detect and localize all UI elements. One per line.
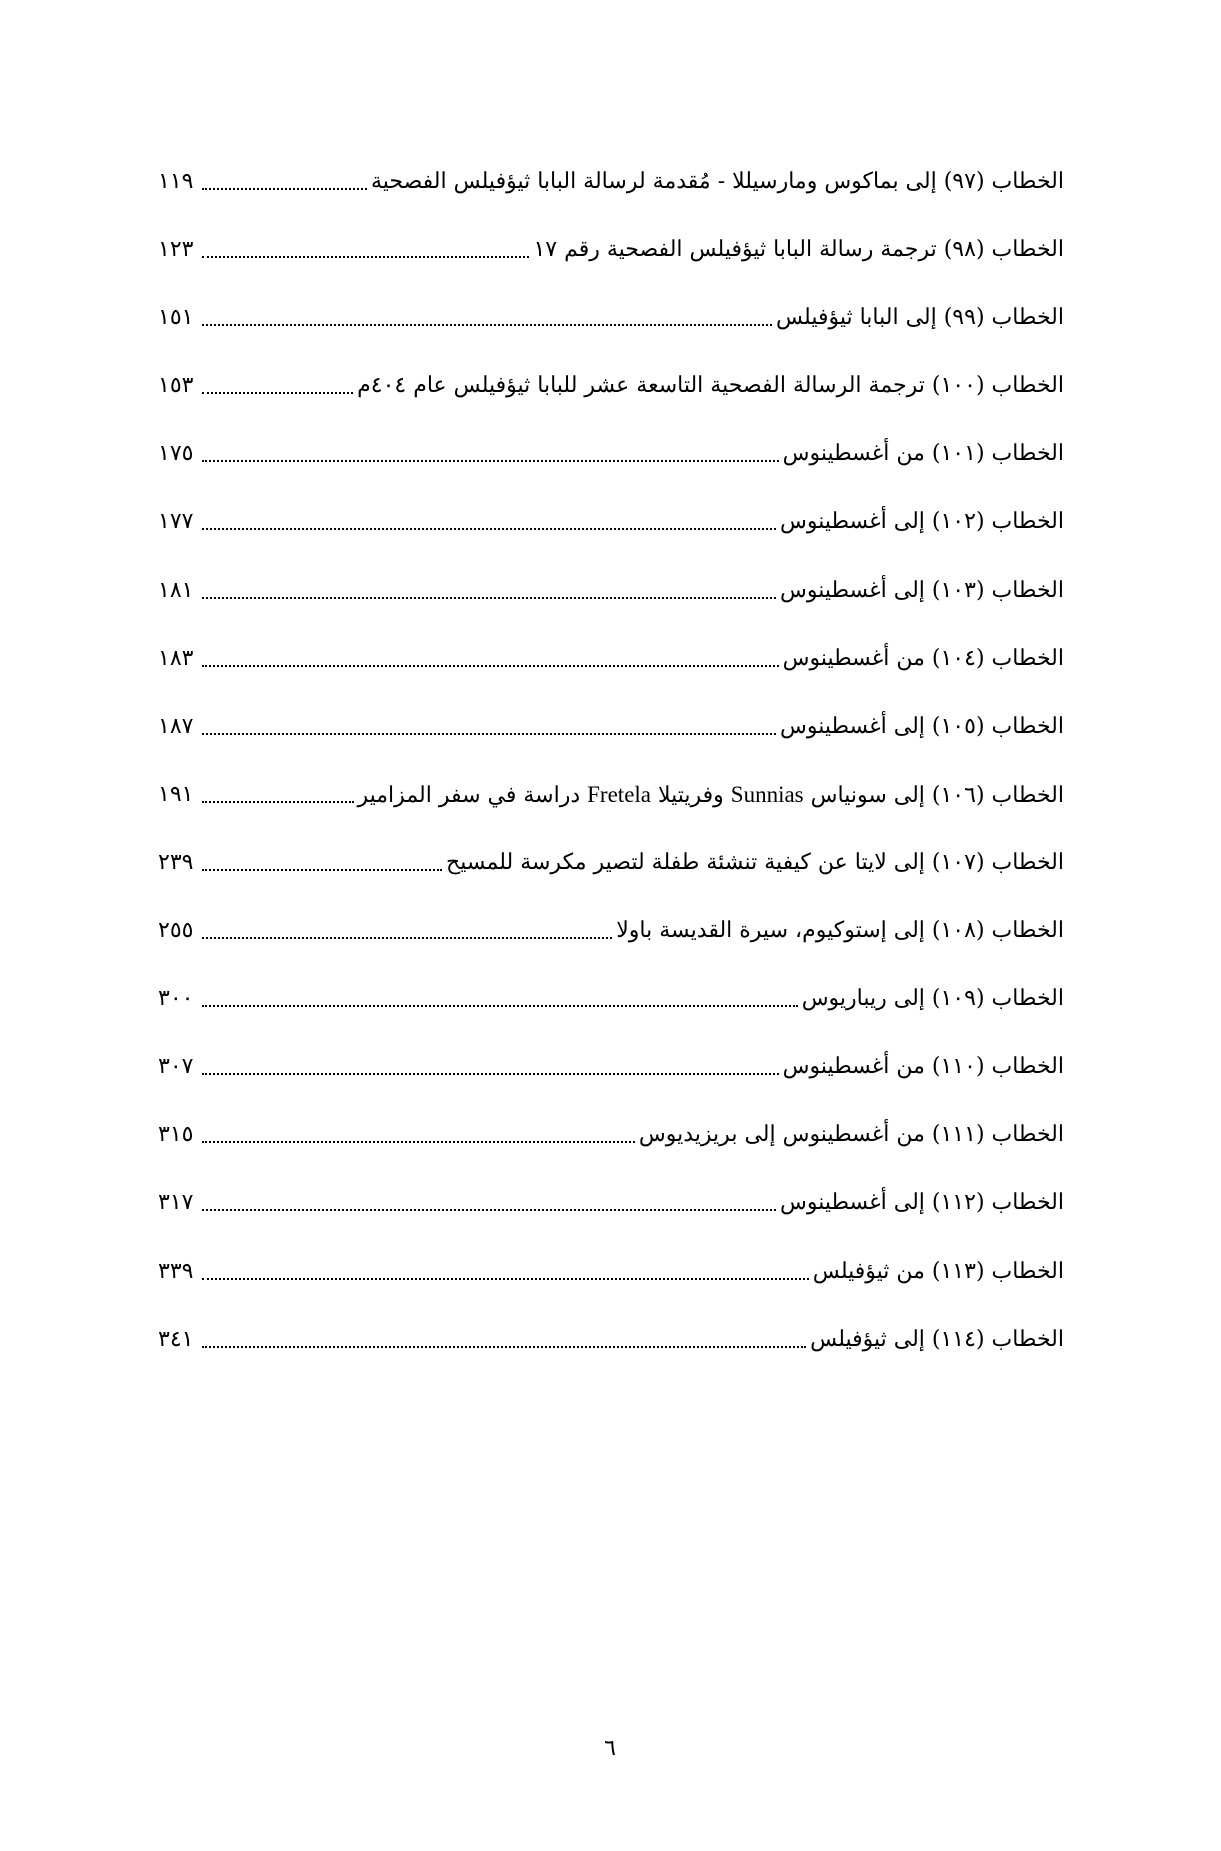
toc-entry-page: ٣١٥ xyxy=(158,1122,194,1148)
dot-leader xyxy=(202,1050,779,1084)
dot-leader xyxy=(202,846,442,880)
toc-entry-title: الخطاب (٩٧) إلى بماكوس ومارسيللا - مُقدمة لرسالة البابا ثيؤفيلس الفصحية xyxy=(370,169,1064,194)
toc-entry-114 xyxy=(158,1323,1064,1391)
toc-entry-108 xyxy=(158,914,1064,982)
dot-leader xyxy=(202,165,367,199)
toc-entry-page: ٣٠٠ xyxy=(158,986,194,1012)
toc-entry-title-part: دراسة في سفر المزامير xyxy=(357,782,588,808)
toc-entry-page: ١٧٧ xyxy=(158,509,194,535)
dot-leader xyxy=(202,1186,776,1220)
toc-entry-title-part: وفريتيلا xyxy=(651,782,731,808)
dot-leader xyxy=(202,1255,809,1289)
toc-entry-110 xyxy=(158,1050,1064,1118)
toc-entry-page: ١٧٥ xyxy=(158,441,194,467)
toc-entry-page: ٢٥٥ xyxy=(158,918,194,944)
toc-entry-page: ١٨٧ xyxy=(158,713,194,739)
toc-entry-107 xyxy=(158,846,1064,914)
toc-entry-title: الخطاب (١٠٩) إلى ريباريوس xyxy=(801,986,1064,1012)
toc-entry-112 xyxy=(158,1186,1064,1254)
toc-entry-title: الخطاب (١٠٣) إلى أغسطينوس xyxy=(779,577,1064,603)
dot-leader xyxy=(202,710,776,744)
toc-entry-title: الخطاب (١٠٨) إلى إستوكيوم، سيرة القديسة باولا xyxy=(616,918,1064,944)
toc-entry-page: ٣٠٧ xyxy=(158,1054,194,1080)
toc-entry-title: الخطاب (١١٤) إلى ثيؤفيلس xyxy=(810,1326,1064,1352)
page-number: ٦ xyxy=(604,1736,616,1761)
dot-leader xyxy=(202,1118,635,1152)
toc-entry-title: الخطاب (١٠٢) إلى أغسطينوس xyxy=(779,509,1064,535)
dot-leader xyxy=(202,778,354,812)
dot-leader xyxy=(202,437,779,471)
toc-entry-page: ٣٣٩ xyxy=(158,1258,194,1284)
toc-entry-title: الخطاب (١٠٤) من أغسطينوس xyxy=(782,645,1064,671)
toc-entry-title-latin-sunnias: Sunnias xyxy=(730,781,804,807)
toc-entry-title: الخطاب (١١١) من أغسطينوس إلى بريزيديوس xyxy=(638,1122,1064,1148)
toc-entry-page: ٢٣٩ xyxy=(158,849,194,875)
toc-entry-title-part: الخطاب (١٠٦) إلى سونياس xyxy=(803,782,1064,808)
dot-leader xyxy=(202,301,772,335)
toc-entry-title: الخطاب (٩٨) ترجمة رسالة البابا ثيؤفيلس الفصحية رقم ١٧ xyxy=(533,237,1064,263)
toc-entry-page: ١٨١ xyxy=(158,577,194,603)
toc-entry-title: الخطاب (١١٣) من ثيؤفيلس xyxy=(812,1258,1064,1284)
toc-entry-101 xyxy=(158,437,1064,505)
toc-entry-page: ١١٩ xyxy=(158,169,194,194)
toc-entry-title: الخطاب (١٠١) من أغسطينوس xyxy=(782,441,1064,467)
toc-entry-title: الخطاب (٩٩) إلى البابا ثيؤفيلس xyxy=(775,305,1064,331)
dot-leader xyxy=(202,982,798,1016)
toc-entry-title: الخطاب (١١٠) من أغسطينوس xyxy=(782,1054,1064,1080)
dot-leader xyxy=(202,914,612,948)
toc-entry-page: ١٢٣ xyxy=(158,237,194,263)
toc-entry-103 xyxy=(158,574,1064,642)
toc-entry-97 xyxy=(158,165,1064,233)
toc-entry-title: الخطاب (١٠٧) إلى لايتا عن كيفية تنشئة طفلة لتصير مكرسة للمسيح xyxy=(446,849,1064,875)
dot-leader xyxy=(202,505,776,539)
toc-entry-page: ١٩١ xyxy=(158,781,194,807)
toc-entry-page: ١٥١ xyxy=(158,305,194,331)
toc-entry-99 xyxy=(158,301,1064,369)
table-of-contents xyxy=(158,165,1064,1391)
toc-entry-page: ١٥٣ xyxy=(158,373,194,399)
toc-entry-page: ١٨٣ xyxy=(158,645,194,671)
toc-entry-111 xyxy=(158,1118,1064,1186)
toc-entry-title: الخطاب (١٠٥) إلى أغسطينوس xyxy=(779,713,1064,739)
toc-entry-100 xyxy=(158,369,1064,437)
toc-entry-page: ٣٤١ xyxy=(158,1326,194,1352)
toc-entry-109 xyxy=(158,982,1064,1050)
toc-entry-113 xyxy=(158,1255,1064,1323)
dot-leader xyxy=(202,642,779,676)
dot-leader xyxy=(202,574,776,608)
toc-entry-title-latin-fretela: Fretela xyxy=(587,781,651,807)
toc-entry-title xyxy=(354,778,1065,813)
toc-entry-page: ٣١٧ xyxy=(158,1190,194,1216)
dot-leader xyxy=(202,233,529,267)
dot-leader xyxy=(202,1323,806,1357)
toc-entry-102 xyxy=(158,505,1064,573)
toc-entry-title: الخطاب (١٠٠) ترجمة الرسالة الفصحية التاسعة عشر للبابا ثيؤفيلس عام ٤٠٤م xyxy=(357,373,1064,399)
dot-leader xyxy=(202,369,353,403)
toc-entry-104 xyxy=(158,642,1064,710)
toc-entry-106 xyxy=(158,778,1064,846)
toc-entry-98 xyxy=(158,233,1064,301)
toc-entry-105 xyxy=(158,710,1064,778)
toc-entry-title: الخطاب (١١٢) إلى أغسطينوس xyxy=(779,1190,1064,1216)
